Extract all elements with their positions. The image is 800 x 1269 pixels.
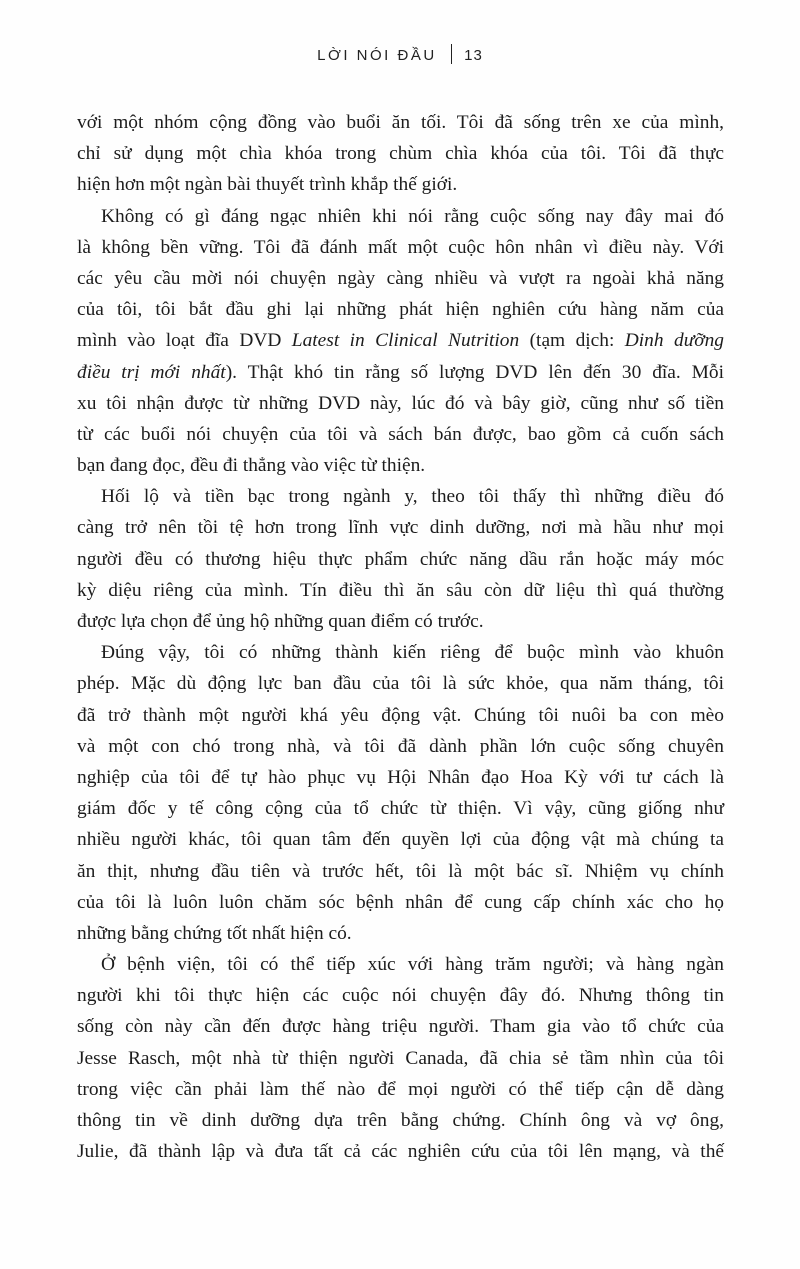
text-line: đã trở thành một người khá yêu động vật. Chúng tôi nuôi ba con mèo (77, 704, 724, 726)
text-line: của tôi là luôn luôn chăm sóc bệnh nhân để cung cấp chính xác cho họ (77, 891, 724, 913)
text-line: Julie, đã thành lập và đưa tất cả các nghiên cứu của tôi lên mạng, và thế (77, 1141, 724, 1163)
text-line: Hối lộ và tiền bạc trong ngành y, theo tôi thấy thì những điều đó (101, 486, 724, 508)
text-line: người khi tôi thực hiện các cuộc nói chuyện đây đó. Nhưng thông tin (77, 985, 724, 1007)
text-line: Jesse Rasch, một nhà từ thiện người Canada, đã chia sẻ tầm nhìn của tôi (77, 1047, 724, 1069)
text-line: các yêu cầu mời nói chuyện ngày càng nhiều và vượt ra ngoài khả năng (77, 267, 724, 289)
text-line: là không bền vững. Tôi đã đánh mất một cuộc hôn nhân vì điều này. Với (77, 236, 724, 258)
text-line: điều trị mới nhất). Thật khó tin rằng số lượng DVD lên đến 30 đĩa. Mỗi (77, 361, 724, 383)
text-line: được lựa chọn để ủng hộ những quan điểm có trước. (77, 611, 484, 632)
text-line: nghiệp của tôi để tự hào phục vụ Hội Nhân đạo Hoa Kỳ với tư cách là (77, 766, 724, 788)
text-line: những bằng chứng tốt nhất hiện có. (77, 922, 352, 944)
text-line: sống còn này cần đến được hàng triệu người. Tham gia vào tổ chức của (77, 1016, 724, 1038)
text-line: Đúng vậy, tôi có những thành kiến riêng để buộc mình vào khuôn (101, 642, 724, 664)
text-line: mình vào loạt đĩa DVD Latest in Clinical Nutrition (tạm dịch: Dinh dưỡng (77, 330, 725, 352)
page-number: 13 (464, 47, 483, 64)
text-line: phép. Mặc dù động lực ban đầu của tôi là sức khỏe, qua năm tháng, tôi (77, 673, 724, 695)
body-text (77, 107, 724, 1167)
text-line: chỉ sử dụng một chìa khóa trong chùm chìa khóa của tôi. Tôi đã thực (77, 143, 724, 165)
text-line: bạn đang đọc, đều đi thẳng vào việc từ thiện. (77, 455, 426, 477)
header-divider (451, 44, 453, 64)
text-line: trong việc cần phải làm thế nào để mọi người có thể tiếp cận dễ dàng (77, 1078, 724, 1100)
chapter-title: LỜI NÓI ĐẦU (317, 47, 437, 64)
text-line: giám đốc y tế công cộng của tổ chức từ thiện. Vì vậy, cũng giống như (77, 798, 724, 820)
text-line: hiện hơn một ngàn bài thuyết trình khắp thế giới. (77, 174, 458, 196)
running-header (0, 44, 800, 64)
text-line: càng trở nên tồi tệ hơn trong lĩnh vực dinh dưỡng, nơi mà hầu như mọi (77, 517, 724, 539)
text-line: xu tôi nhận được từ những DVD này, lúc đó và bây giờ, cũng như số tiền (77, 392, 724, 414)
text-line: Không có gì đáng ngạc nhiên khi nói rằng cuộc sống nay đây mai đó (101, 205, 724, 227)
text-line: nhiều người khác, tôi quan tâm đến quyền lợi của động vật mà chúng ta (77, 829, 724, 851)
text-line: với một nhóm cộng đồng vào buổi ăn tối. Tôi đã sống trên xe của mình, (77, 112, 724, 133)
text-line: người đều có thương hiệu thực phẩm chức năng dầu rắn hoặc máy móc (77, 548, 724, 570)
text-line: từ các buổi nói chuyện của tôi và sách bán được, bao gồm cả cuốn sách (77, 423, 724, 445)
text-line: Ở bệnh viện, tôi có thể tiếp xúc với hàng trăm người; và hàng ngàn (101, 954, 724, 976)
text-line: ăn thịt, nhưng đầu tiên và trước hết, tôi là một bác sĩ. Nhiệm vụ chính (77, 860, 724, 882)
text-line: của tôi, tôi bắt đầu ghi lại những phát hiện nghiên cứu hàng năm của (77, 299, 724, 321)
text-line: và một con chó trong nhà, và tôi đã dành phần lớn cuộc sống chuyên (77, 735, 724, 757)
text-line: thông tin về dinh dưỡng dựa trên bằng chứng. Chính ông và vợ ông, (77, 1110, 724, 1131)
text-line: kỳ diệu riêng của mình. Tín điều thì ăn sâu còn dữ liệu thì quá thường (77, 579, 724, 601)
